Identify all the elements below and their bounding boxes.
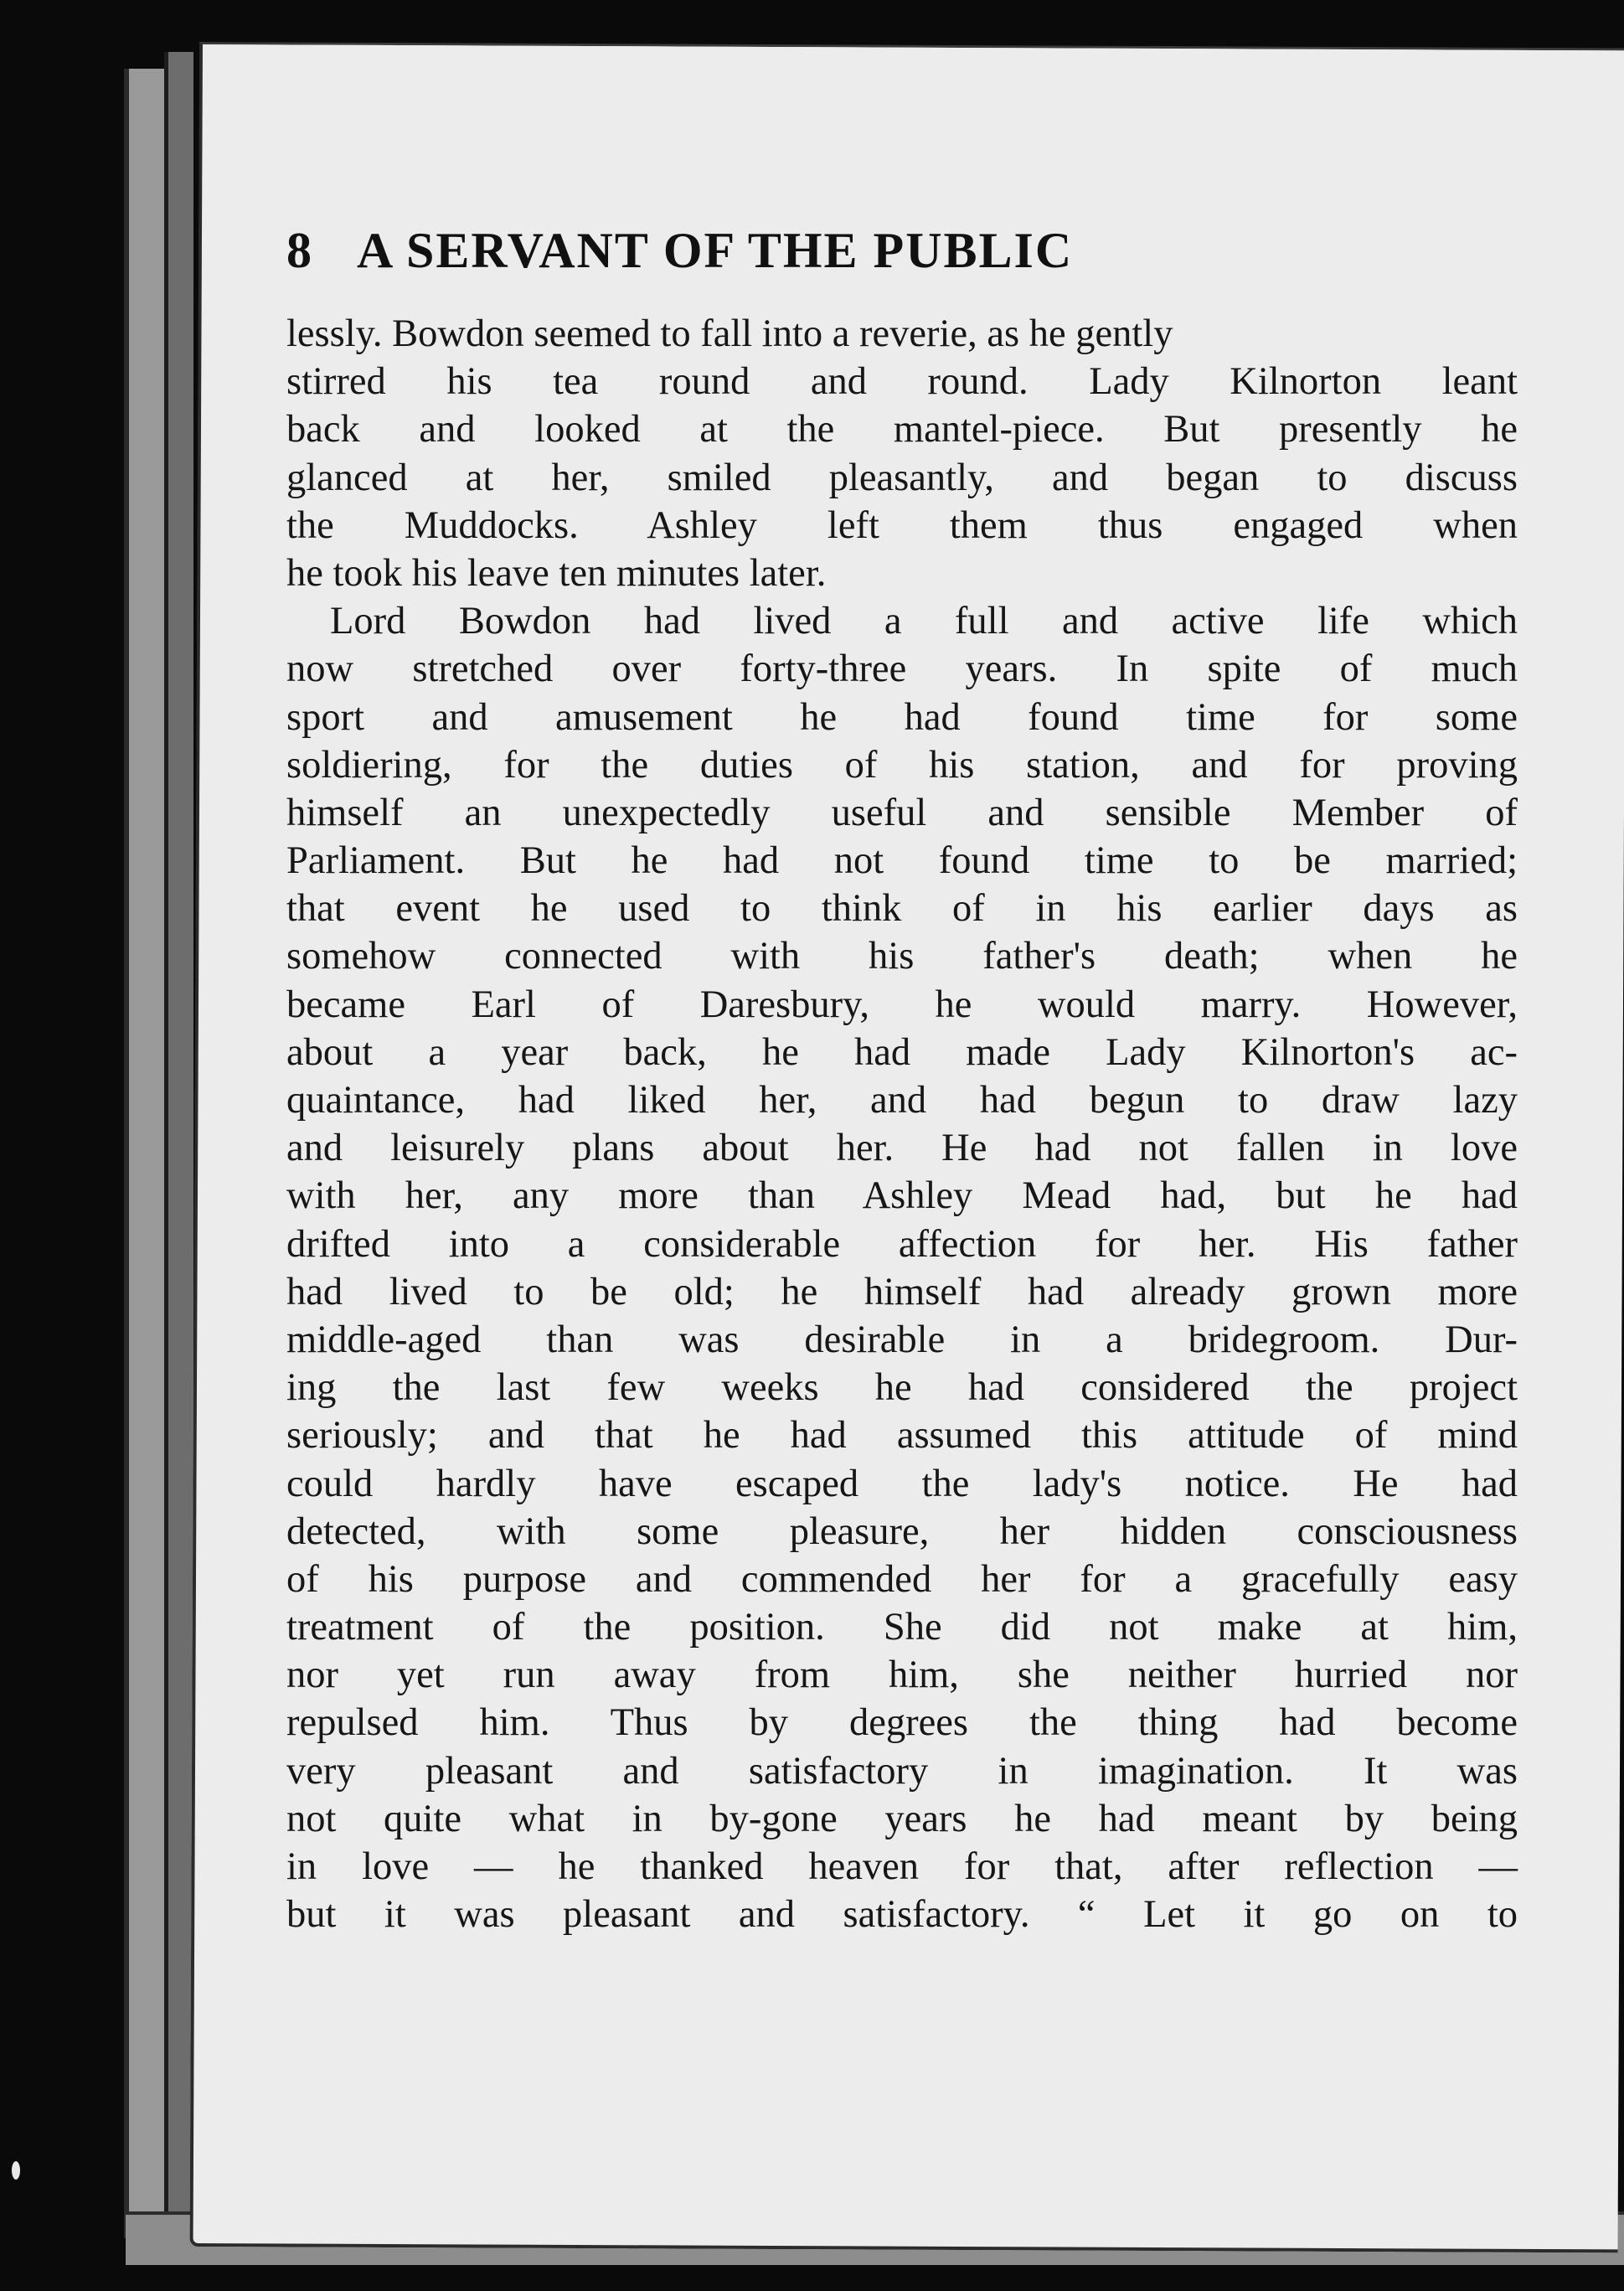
text-line: not quite what in by-gone years he had meant by being <box>286 1797 1518 1840</box>
text-line: he took his leave ten minutes later. <box>286 551 827 595</box>
text-line: middle-aged than was desirable in a bridegroom. Dur- <box>286 1318 1518 1361</box>
body-text <box>286 310 1518 1938</box>
text-line: glanced at her, smiled pleasantly, and began to discuss <box>286 456 1518 499</box>
text-line: drifted into a considerable affection for her. His father <box>286 1222 1518 1266</box>
text-line: had lived to be old; he himself had already grown more <box>286 1270 1518 1313</box>
text-line: very pleasant and satisfactory in imagination. It was <box>286 1749 1518 1793</box>
text-line: of his purpose and commended her for a gracefully easy <box>286 1557 1518 1601</box>
text-line: nor yet run away from him, she neither hurried nor <box>286 1654 1518 1697</box>
text-line: in love — he thanked heaven for that, after reflection — <box>286 1845 1518 1888</box>
text-line: repulsed him. Thus by degrees the thing had become <box>286 1701 1518 1745</box>
text-line: lessly. Bowdon seemed to fall into a reverie, as he gently <box>286 312 1173 355</box>
text-line: sport and amusement he had found time for some <box>286 695 1518 739</box>
text-line: the Muddocks. Ashley left them thus engaged when <box>286 503 1518 547</box>
text-line: with her, any more than Ashley Mead had, but he had <box>286 1174 1518 1218</box>
text-line: seriously; and that he had assumed this attitude of mind <box>286 1414 1518 1458</box>
text-line: became Earl of Daresbury, he would marry. However, <box>286 983 1518 1026</box>
text-line: detected, with some pleasure, her hidden consciousness <box>286 1509 1518 1553</box>
page-number: 8 <box>286 223 313 278</box>
running-header <box>286 222 1434 280</box>
running-title: A SERVANT OF THE PUBLIC <box>357 223 1074 278</box>
text-line: Parliament. But he had not found time to be married; <box>286 839 1518 883</box>
text-line: back and looked at the mantel-piece. But presently he <box>286 408 1518 451</box>
text-line: stirred his tea round and round. Lady Kilnorton leant <box>286 360 1518 404</box>
text-line: about a year back, he had made Lady Kilnorton's ac- <box>286 1030 1518 1074</box>
text-line: but it was pleasant and satisfactory. “ Let it go on to <box>286 1893 1518 1937</box>
text-line: and leisurely plans about her. He had not fallen in love <box>286 1127 1518 1170</box>
text-line: quaintance, had liked her, and had begun to draw lazy <box>286 1079 1518 1122</box>
text-line: could hardly have escaped the lady's notice. He had <box>286 1462 1518 1505</box>
text-line: somehow connected with his father's death; when he <box>286 935 1518 978</box>
text-line: treatment of the position. She did not make at him, <box>286 1606 1518 1649</box>
book-edge-inner <box>164 52 193 2230</box>
text-line: ing the last few weeks he had considered the project <box>286 1366 1518 1410</box>
text-line: Lord Bowdon had lived a full and active life which <box>330 600 1518 643</box>
text-line: now stretched over forty-three years. In spite of much <box>286 648 1518 691</box>
text-line: that event he used to think of in his earlier days as <box>286 887 1518 931</box>
scan-speck <box>12 2161 20 2180</box>
text-line: himself an unexpectedly useful and sensible Member of <box>286 791 1518 834</box>
text-line: soldiering, for the duties of his station, and for proving <box>286 743 1518 787</box>
